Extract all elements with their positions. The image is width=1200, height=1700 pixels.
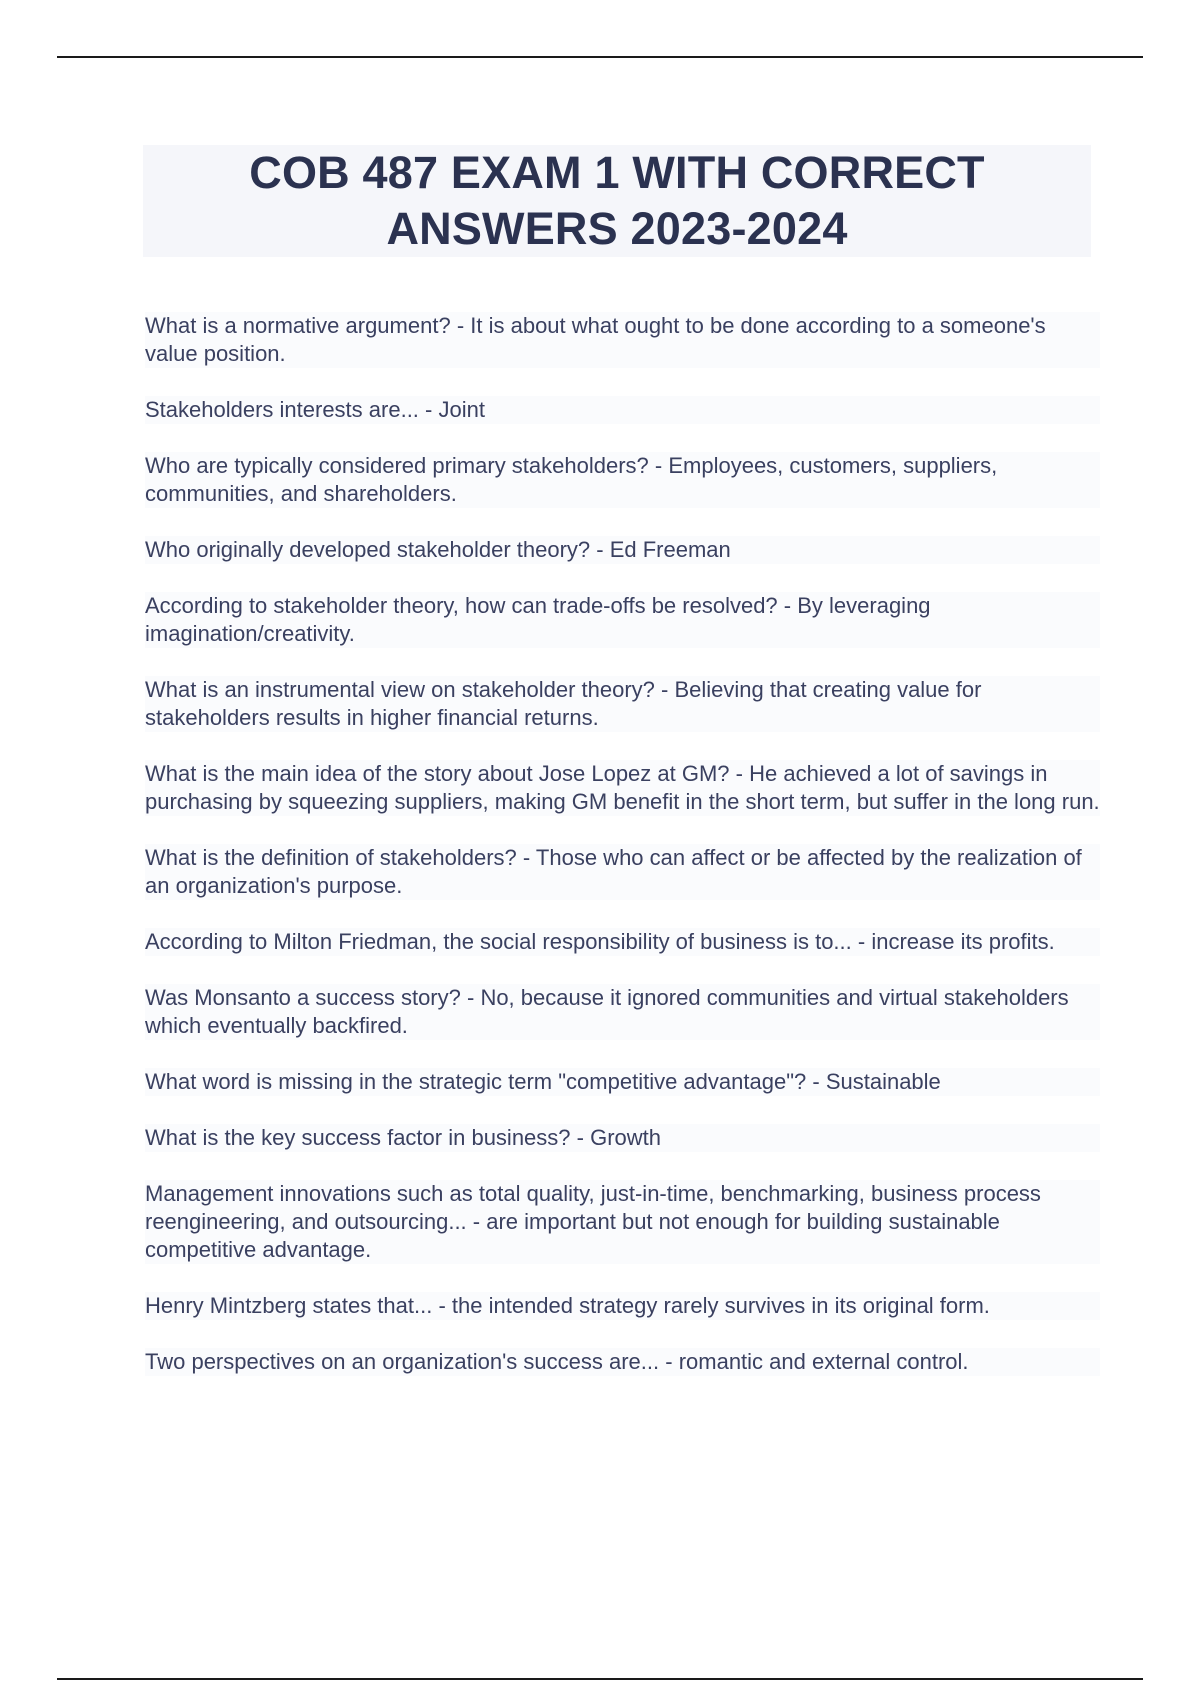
question: According to Milton Friedman, the social responsibility of business is to... bbox=[145, 929, 852, 954]
qa-item bbox=[145, 928, 1100, 956]
answer: Employees, customers, suppliers, communities, and shareholders. bbox=[145, 453, 998, 506]
answer: Ed Freeman bbox=[609, 537, 731, 562]
question: What word is missing in the strategic term "competitive advantage"? bbox=[145, 1069, 807, 1094]
answer: It is about what ought to be done according to a someone's value position. bbox=[145, 313, 1046, 366]
answer: Joint bbox=[438, 397, 485, 422]
answer: By leveraging imagination/creativity. bbox=[145, 593, 931, 646]
qa-item bbox=[145, 1348, 1100, 1376]
qa-item bbox=[145, 1180, 1100, 1264]
qa-item bbox=[145, 536, 1100, 564]
answer: are important but not enough for building sustainable competitive advantage. bbox=[145, 1209, 1000, 1262]
header-rule bbox=[57, 56, 1143, 58]
question: According to stakeholder theory, how can trade-offs be resolved? bbox=[145, 593, 778, 618]
qa-item bbox=[145, 1124, 1100, 1152]
answer: He achieved a lot of savings in purchasing by squeezing suppliers, making GM benefit in the short term, but suffer in the long run. bbox=[145, 761, 1100, 814]
answer: Sustainable bbox=[825, 1069, 941, 1094]
title-line-2: ANSWERS 2023-2024 bbox=[386, 203, 848, 254]
question: What is an instrumental view on stakeholder theory? bbox=[145, 677, 655, 702]
title-box bbox=[143, 145, 1091, 257]
question: Who originally developed stakeholder theory? bbox=[145, 537, 591, 562]
question: What is the main idea of the story about Jose Lopez at GM? bbox=[145, 761, 730, 786]
answer: increase its profits. bbox=[871, 929, 1055, 954]
qa-item bbox=[145, 984, 1100, 1040]
answer: the intended strategy rarely survives in its original form. bbox=[451, 1293, 990, 1318]
question: Management innovations such as total quality, just-in-time, benchmarking, business process reengineering, and outsourcing... bbox=[145, 1181, 1041, 1234]
answer: Growth bbox=[590, 1125, 662, 1150]
document-title bbox=[249, 145, 985, 257]
question: Henry Mintzberg states that... bbox=[145, 1293, 433, 1318]
answer: Those who can affect or be affected by the realization of an organization's purpose. bbox=[145, 845, 1082, 898]
qa-item bbox=[145, 312, 1100, 368]
qa-item bbox=[145, 676, 1100, 732]
qa-item bbox=[145, 396, 1100, 424]
question: Stakeholders interests are... bbox=[145, 397, 419, 422]
question: Who are typically considered primary stakeholders? bbox=[145, 453, 649, 478]
qa-item bbox=[145, 760, 1100, 816]
qa-list bbox=[145, 312, 1100, 1404]
answer: Believing that creating value for stakeholders results in higher financial returns. bbox=[145, 677, 982, 730]
qa-item bbox=[145, 592, 1100, 648]
qa-item bbox=[145, 452, 1100, 508]
question: What is a normative argument? bbox=[145, 313, 451, 338]
answer: No, because it ignored communities and virtual stakeholders which eventually backfired. bbox=[145, 985, 1069, 1038]
title-line-1: COB 487 EXAM 1 WITH CORRECT bbox=[249, 147, 985, 198]
footer-rule bbox=[57, 1678, 1143, 1680]
question: What is the definition of stakeholders? bbox=[145, 845, 517, 870]
question: What is the key success factor in business? bbox=[145, 1125, 571, 1150]
qa-item bbox=[145, 1292, 1100, 1320]
question: Two perspectives on an organization's success are... bbox=[145, 1349, 660, 1374]
answer: romantic and external control. bbox=[678, 1349, 969, 1374]
qa-item bbox=[145, 1068, 1100, 1096]
question: Was Monsanto a success story? bbox=[145, 985, 461, 1010]
qa-item bbox=[145, 844, 1100, 900]
